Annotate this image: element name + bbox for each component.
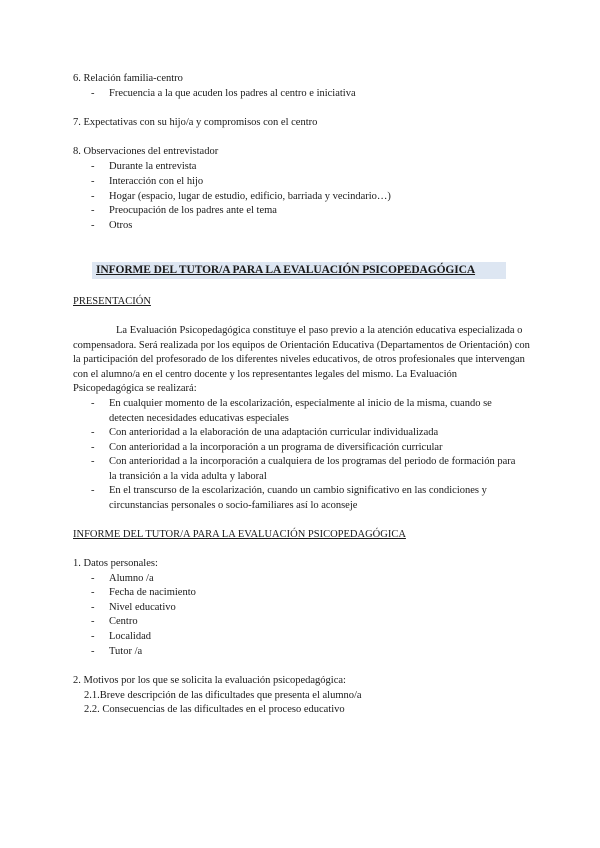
section-8-title: 8. Observaciones del entrevistador — [73, 146, 219, 157]
list-item: Frecuencia a la que acuden los padres al centro e iniciativa — [109, 88, 356, 99]
list-item: Con anterioridad a la incorporación a cualquiera de los programas del periodo de formación para la transición a la vida adulta y laboral — [109, 456, 516, 482]
list-item: Tutor /a — [109, 646, 143, 657]
list-item: Preocupación de los padres ante el tema — [109, 205, 277, 216]
section-7-title: 7. Expectativas con su hijo/a y compromisos con el centro — [73, 117, 318, 128]
report-subheading: INFORME DEL TUTOR/A PARA LA EVALUACIÓN PSICOPEDAGÓGICA — [73, 529, 406, 540]
bullet-dash: - — [91, 176, 95, 187]
bullet-dash: - — [91, 485, 95, 496]
subsection-item: 2.1.Breve descripción de las dificultades que presenta el alumno/a — [84, 690, 362, 701]
bullet-dash: - — [91, 573, 95, 584]
bullet-dash: - — [91, 220, 95, 231]
list-item: Con anterioridad a la incorporación a un programa de diversificación curricular — [109, 442, 443, 453]
list-item: Nivel educativo — [109, 602, 176, 613]
presentation-title: PRESENTACIÓN — [73, 296, 151, 307]
bullet-dash: - — [91, 602, 95, 613]
bullet-dash: - — [91, 427, 95, 438]
presentation-paragraph: La Evaluación Psicopedagógica constituye el paso previo a la atención educativa especializada o compensadora. Será realizada por los equipos de Orientación Educativa (Departamentos de Orientación) con la participación del profesorado de los diferentes niveles educativos, de otros profesionales que intervengan con el alumno/a en el centro docente y los representantes legales del mismo. La Evaluación Psicopedagógica se realizará: — [73, 325, 530, 395]
section-6-title: 6. Relación familia-centro — [73, 73, 183, 84]
bullet-dash: - — [91, 88, 95, 99]
list-item: Hogar (espacio, lugar de estudio, edificio, barriada y vecindario…) — [109, 191, 391, 202]
bullet-dash: - — [91, 646, 95, 657]
bullet-dash: - — [91, 616, 95, 627]
list-item: Localidad — [109, 631, 151, 642]
list-item: En cualquier momento de la escolarización, especialmente al inicio de la misma, cuando se detecten necesidades educativas especiales — [109, 398, 492, 424]
list-item: Centro — [109, 616, 138, 627]
bullet-dash: - — [91, 205, 95, 216]
bullet-dash: - — [91, 191, 95, 202]
list-item: Otros — [109, 220, 133, 231]
subsection-item: 2.2. Consecuencias de las dificultades en el proceso educativo — [84, 704, 345, 715]
bullet-dash: - — [91, 631, 95, 642]
report-heading: INFORME DEL TUTOR/A PARA LA EVALUACIÓN PSICOPEDAGÓGICA — [96, 264, 476, 276]
list-item: Con anterioridad a la elaboración de una adaptación curricular individualizada — [109, 427, 439, 438]
list-item: En el transcurso de la escolarización, cuando un cambio significativo en las condiciones y circunstancias personales o socio-familiares así lo aconseje — [109, 485, 487, 511]
list-item: Durante la entrevista — [109, 161, 197, 172]
bullet-dash: - — [91, 442, 95, 453]
bullet-dash: - — [91, 161, 95, 172]
bullet-dash: - — [91, 456, 95, 467]
list-item: Fecha de nacimiento — [109, 587, 196, 598]
bullet-dash: - — [91, 398, 95, 409]
section-1-title: 1. Datos personales: — [73, 558, 158, 569]
bullet-dash: - — [91, 587, 95, 598]
list-item: Interacción con el hijo — [109, 176, 204, 187]
section-2-title: 2. Motivos por los que se solicita la evaluación psicopedagógica: — [73, 675, 346, 686]
list-item: Alumno /a — [109, 573, 154, 584]
